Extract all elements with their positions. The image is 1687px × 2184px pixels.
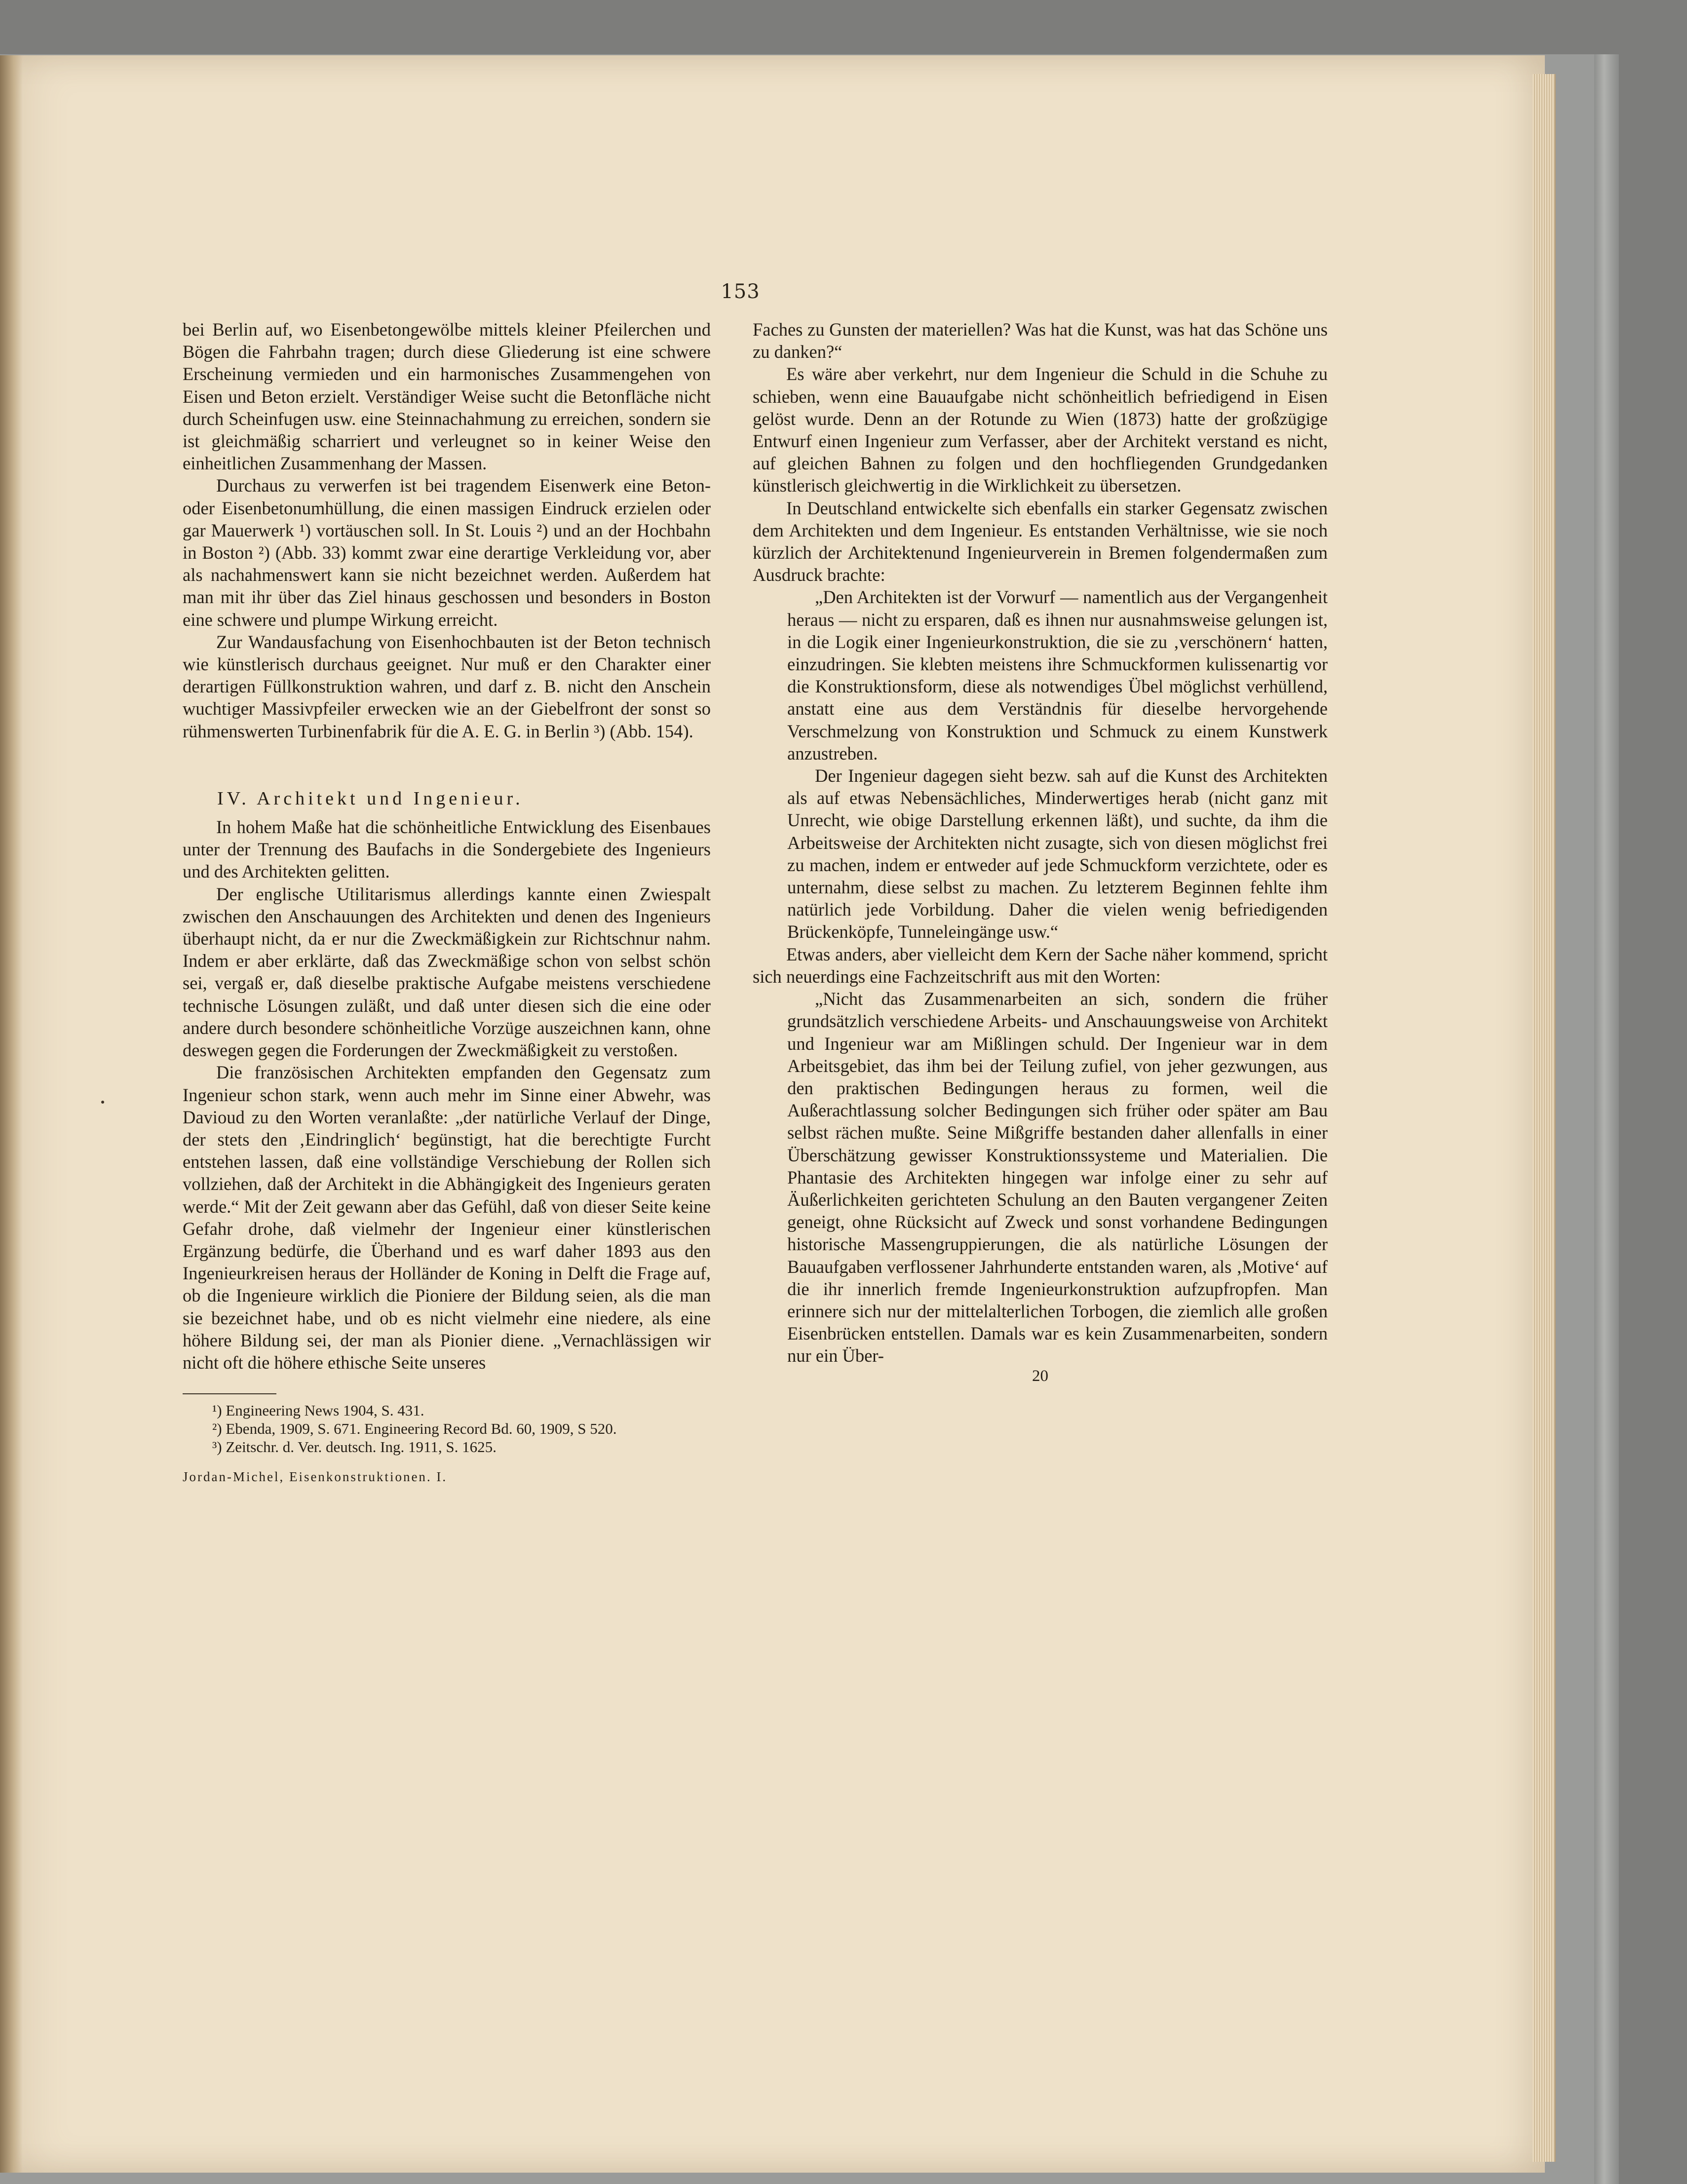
section-heading: IV. Architekt und Ingenieur. bbox=[217, 788, 524, 809]
footnotes bbox=[183, 1401, 711, 1456]
page-number: 153 bbox=[721, 280, 760, 303]
footnote: ²) Ebenda, 1909, S. 671. Engineering Record Bd. 60, 1909, S 520. bbox=[212, 1420, 617, 1438]
block-quote: „Den Architekten ist der Vorwurf — namentlich aus der Vergangenheit heraus — nicht zu ersparen, daß es ihnen nur ausnahmsweise gelungen ist, in die Logik einer Ingenieurkonstruktion, die sie zu ‚verschönern‘ hatten, einzudringen. Sie klebten meistens ihre Schmuckformen kulissenartig vor die Konstruktionsform, diese als notwendiges Übel möglichst verhüllend, anstatt eine aus dem Verständnis für dieselbe hervorgehende Verschmelzung von Konstruktion und Schmuck zu einem Kunstwerk anzustreben. bbox=[787, 587, 1328, 764]
block-quote: Der Ingenieur dagegen sieht bezw. sah auf die Kunst des Architekten als auf etwas Nebensächliches, Minderwertiges herab (nicht ganz mit Unrecht, wie obige Darstellung erkennen läßt), und suchte, da ihm die Arbeitsweise der Architekten nicht zusagte, sich von diesen möglichst frei zu machen, indem er entweder auf jede Schmuckform verzichtete, oder es unternahm, diese selbst zu machen. Zu letzterem Beginnen fehlte ihm natürlich jede Vorbildung. Daher die vielen wenig befriedigenden Brückenköpfe, Tunneleingänge usw.“ bbox=[787, 766, 1328, 942]
right-column bbox=[753, 318, 1328, 1387]
right-paragraph: Es wäre aber verkehrt, nur dem Ingenieur die Schuld in die Schuhe zu schieben, wenn eine Bauaufgabe nicht schönheitlich befriedigend in Eisen gelöst wurde. Denn an der Rotunde zu Wien (1873) hatte der großzügige Entwurf einen Ingenieur zum Verfasser, aber der Architekt verstand es nicht, auf gleichen Bahnen zu folgen und den hochfliegenden Grundgedanken künstlerisch gleichwertig in die Wirklichkeit zu übersetzen. bbox=[753, 364, 1328, 496]
section-paragraph: Der englische Utilitarismus allerdings kannte einen Zwiespalt zwischen den Anschauungen des Architekten und denen des Ingenieurs überhaupt nicht, da er nur die Zweckmäßigkein zur Richtschnur nahm. Indem er aber erklärte, daß das Zweckmäßige schon von selbst schön sei, vergaß er, daß dieselbe praktische Aufgabe meistens verschiedene technische Lösungen zuläßt, und daß unter diesen sich die eine oder andere durch besondere schönheitliche Vorzüge auszeichnen kann, ohne deswegen gegen die Forderungen der Zweckmäßigkeit zu verstoßen. bbox=[183, 883, 711, 1061]
left-paragraph: Zur Wandausfachung von Eisenhochbauten ist der Beton technisch wie künstlerisch durchaus geeignet. Nur muß er den Charakter einer derartigen Füllkonstruktion wahren, und darf z. B. nicht den Anschein wuchtiger Massivpfeiler erwecken wie an der Giebelfront der sonst so rühmenswerten Turbinenfabrik für die A. E. G. in Berlin ³) (Abb. 154). bbox=[183, 631, 711, 741]
right-paragraph: Faches zu Gunsten der materiellen? Was hat die Kunst, was hat das Schöne uns zu danken?“ bbox=[753, 319, 1328, 362]
left-column bbox=[183, 318, 711, 1488]
page-edge-stack bbox=[1533, 74, 1556, 2162]
section-paragraph: In hohem Maße hat die schönheitliche Entwicklung des Eisenbaues unter der Trennung des Baufachs in die Sondergebiete des Ingenieurs und des Architekten gelitten. bbox=[183, 817, 711, 882]
binding-board-edge bbox=[1594, 54, 1619, 2184]
block-quote: „Nicht das Zusammenarbeiten an sich, sondern die früher grundsätzlich verschiedene Arbeits- und Anschauungsweise von Architekt und Ingenieur war am Mißlingen schuld. Der Ingenieur war in dem Arbeitsgebiet, das ihm bei der Teilung zufiel, von jeher gezwungen, aus den praktischen Bedingungen heraus zu formen, weil die Außerachtlassung solcher Bedingungen sich früher oder später am Bau selbst rächen mußte. Seine Mißgriffe bestanden daher allenfalls in einer Überschätzung gewisser Konstruktionssysteme und Materialien. Die Phantasie des Architekten hingegen war infolge einer zu sehr auf Äußerlichkeiten gerichteten Schulung an den Bauten vergangener Zeiten geneigt, ohne Rücksicht auf Zweck und sonst vorhandene Bedingungen historische Massengruppierungen, die als natürliche Lösungen der Bauaufgaben verflossener Jahrhunderte entstanden waren, als ‚Motive‘ auf die ihr innerlich fremde Ingenieurkonstruktion aufzupfropfen. Man erinnere sich nur der mittelalterlichen Torbogen, die ziemlich alle großen Eisenbrücken entstellen. Damals war es kein Zusammenarbeiten, sondern nur ein Über- bbox=[787, 989, 1328, 1366]
right-paragraph: In Deutschland entwickelte sich ebenfalls ein starker Gegensatz zwischen dem Architekten und dem Ingenieur. Es entstanden Verhältnisse, wie sie noch kürzlich der Architektenund Ingenieurverein in Bremen folgendermaßen zum Ausdruck brachte: bbox=[753, 498, 1328, 585]
section-paragraph: Die französischen Architekten empfanden den Gegensatz zum Ingenieur schon stark, wenn auch mehr im Sinne einer Abwehr, was Davioud zu den Worten veranlaßte: „der natürliche Verlauf der Dinge, der stets den ‚Eindringlich‘ begünstigt, hat die berechtigte Furcht entstehen lassen, daß eine vollständige Verschiebung der Rollen sich vollziehen, daß der Architekt in die Abhängigkeit des Ingenieurs geraten werde.“ Mit der Zeit gewann aber das Gefühl, daß von dieser Seite keine Gefahr drohe, daß vielmehr der Ingenieur einer künstlerischen Ergänzung bedürfe, die Überhand und es warf daher 1893 aus den Ingenieurkreisen heraus der Holländer de Koning in Delft die Frage auf, ob die Ingenieure wirklich die Pioniere der Bildung seien, als die man sie bezeichnet habe, und ob es nicht vielmehr eine niedere, als eine höhere Bildung sei, der man als Pionier diene. „Vernachlässigen wir nicht oft die höhere ethische Seite unseres bbox=[183, 1062, 711, 1373]
footnote: ¹) Engineering News 1904, S. 431. bbox=[212, 1402, 424, 1419]
footnote: ³) Zeitschr. d. Ver. deutsch. Ing. 1911, S. 1625. bbox=[212, 1438, 497, 1456]
left-paragraph: bei Berlin auf, wo Eisenbetongewölbe mittels kleiner Pfeilerchen und Bögen die Fahrbahn tragen; durch diese Gliederung ist eine schwere Erscheinung vermieden und ein harmonisches Zusammengehen von Eisen und Beton erzielt. Verständiger Weise sucht die Betonfläche nicht durch Scheinfugen usw. eine Steinnachahmung zu erreichen, sondern sie ist gleichmäßig scharriert und verleugnet so in keiner Weise den einheitlichen Zusammenhang der Massen. bbox=[183, 319, 711, 474]
right-paragraph: Etwas anders, aber vielleicht dem Kern der Sache näher kommend, spricht sich neuerdings eine Fachzeitschrift aus mit den Worten: bbox=[753, 944, 1328, 987]
book-gutter bbox=[0, 55, 23, 2173]
imprint-line: Jordan-Michel, Eisenkonstruktionen. I. bbox=[183, 1469, 448, 1485]
signature-mark: 20 bbox=[1032, 1367, 1048, 1385]
left-paragraph: Durchaus zu verwerfen ist bei tragendem Eisenwerk eine Beton- oder Eisenbetonumhüllung, die einen massigen Eindruck erzielen oder gar Mauerwerk ¹) vortäuschen soll. In St. Louis ²) und an der Hochbahn in Boston ²) (Abb. 33) kommt zwar eine derartige Verkleidung vor, aber als nachahmenswert kann sie nicht bezeichnet werden. Außerdem hat man mit ihr über das Ziel hinaus geschossen und besonders in Boston eine schwere und plumpe Wirkung erreicht. bbox=[183, 475, 711, 630]
speck-mark bbox=[101, 1101, 104, 1104]
footnote-rule bbox=[183, 1393, 276, 1394]
